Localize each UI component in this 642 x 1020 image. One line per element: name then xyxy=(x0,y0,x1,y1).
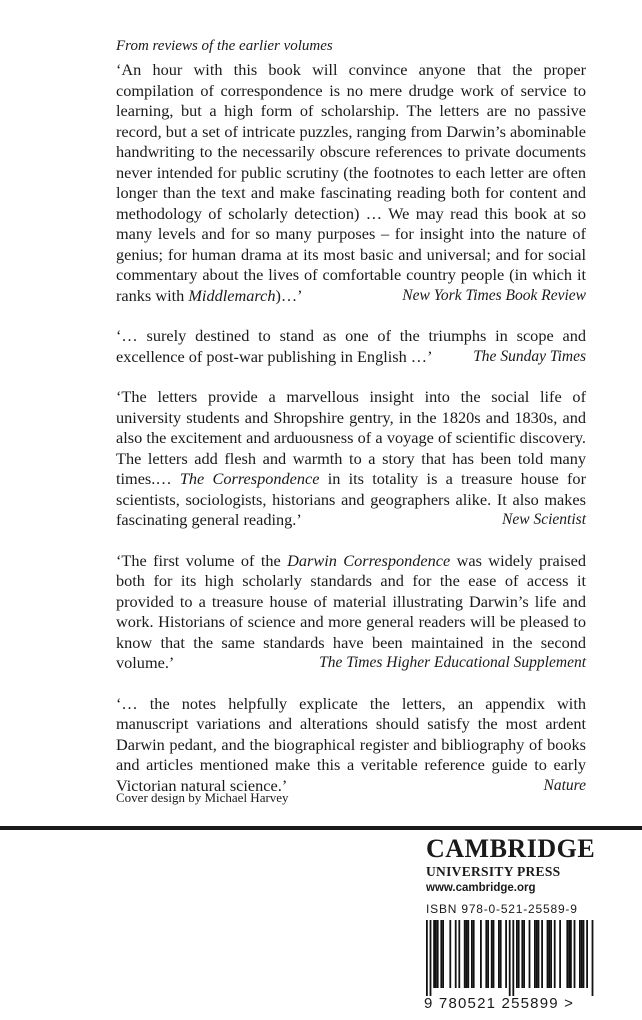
barcode-bar xyxy=(500,920,502,988)
divider-rule xyxy=(0,826,642,830)
review-text-end: )…’ xyxy=(275,285,303,305)
barcode-bar xyxy=(570,920,572,988)
review-sunday-times xyxy=(116,326,586,367)
barcode-bar xyxy=(487,920,489,988)
barcode-bar xyxy=(480,920,482,988)
review-new-scientist xyxy=(116,387,586,531)
barcode-bar xyxy=(541,920,543,988)
barcode-bar xyxy=(523,920,525,988)
barcode-bar xyxy=(536,920,538,988)
barcode-bar xyxy=(550,920,552,988)
review-source: Nature xyxy=(543,776,586,794)
barcode-bar xyxy=(455,920,457,988)
barcode-bar xyxy=(473,920,475,988)
cover-design-credit: Cover design by Michael Harvey xyxy=(116,790,289,805)
reviews-section xyxy=(116,36,586,816)
barcode-bar xyxy=(559,920,561,988)
barcode-bar xyxy=(566,920,568,988)
barcode-bar xyxy=(586,920,588,988)
barcode-bar xyxy=(430,920,432,996)
barcode-bar xyxy=(548,920,550,988)
review-times-higher xyxy=(116,551,586,674)
barcode-block xyxy=(424,900,594,1016)
barcode-bar xyxy=(466,920,468,988)
review-text: ‘The first volume of the xyxy=(116,550,288,570)
barcode-bar xyxy=(442,920,444,988)
barcode-bar xyxy=(538,920,540,988)
barcode-bar xyxy=(516,920,518,988)
publisher-subtitle: UNIVERSITY PRESS xyxy=(426,864,561,879)
barcode-bar xyxy=(491,920,493,988)
barcode-bar xyxy=(471,920,473,988)
barcode-bar xyxy=(449,920,451,988)
barcode-bar xyxy=(433,920,435,988)
barcode-bar xyxy=(583,920,585,988)
review-text: ‘… surely destined to stand as one of the triumphs in scope and excellence of post-war publishing in English …’ xyxy=(116,326,586,366)
review-nyt xyxy=(116,60,586,306)
barcode-bar xyxy=(512,920,514,996)
review-text: ‘The letters provide a marvellous insight into the social life of university students and Shropshire gentry, in the 1820s and 1830s, and also the excitement and arduousness of a voyage of scientific discovery. The letters add flesh and warmth to a story that has been told many times.… xyxy=(116,387,586,488)
barcode-bar xyxy=(592,920,594,996)
review-italic-title: Middlemarch xyxy=(188,285,276,305)
barcode-bar xyxy=(529,920,531,988)
barcode-bar xyxy=(574,920,576,988)
review-source: The Sunday Times xyxy=(473,347,586,365)
barcode-bar xyxy=(554,920,556,988)
barcode-bar xyxy=(518,920,520,988)
barcode-bar xyxy=(493,920,495,988)
barcode-bar xyxy=(521,920,523,988)
review-text: ‘An hour with this book will convince anyone that the proper compilation of correspondence is no mere drudge work of service to learning, but a high form of scholarship. The letters are no passive record, but a set of intricate puzzles, ranging from Darwin’s abominable handwriting to the necessarily obscure references to private documents never intended for public scrutiny (the footnotes to each letter are often longer than the text and make fascinating reading both for content and methodology of scholarly detection) … We may read this book at so many levels and for so many purposes – for insight into the nature of genius; for human drama at its most basic and universal; and for social commentary about the lives of comfortable country people (in which it ranks with xyxy=(116,60,586,305)
review-source: New York Times Book Review xyxy=(402,286,586,304)
barcode-bar xyxy=(437,920,439,988)
isbn-label: ISBN 978-0-521-25589-9 xyxy=(426,902,578,916)
publisher-name: CAMBRIDGE xyxy=(426,834,596,863)
barcode-bar xyxy=(505,920,507,988)
barcode-bar xyxy=(498,920,500,988)
barcode-bar xyxy=(485,920,487,988)
publisher-block xyxy=(426,835,596,896)
barcode-bar xyxy=(581,920,583,988)
review-text-end: was widely praised both for its high scholarly standards and for the ease of access it provided to a treasure house of material illustrating Darwin’s life and work. Historians of science and more general readers will be pleased to know that the same standards have been maintained in the second volume.’ xyxy=(116,550,587,672)
review-text-end: in its totality is a treasure house for scientists, sociologists, historians and geographers alike. It also makes fascinating general reading.’ xyxy=(116,469,586,529)
barcode-bar xyxy=(534,920,536,988)
publisher-url: www.cambridge.org xyxy=(426,882,536,894)
barcode-bar xyxy=(464,920,466,988)
barcode-bar xyxy=(467,920,469,988)
review-source: The Times Higher Educational Supplement xyxy=(319,654,586,671)
barcode-digits: 9 780521 255899 > xyxy=(424,995,575,1012)
barcode-icon xyxy=(424,920,594,996)
barcode-bar xyxy=(458,920,460,988)
barcode-bar xyxy=(547,920,549,988)
review-nature xyxy=(116,694,586,797)
reviews-heading: From reviews of the earlier volumes xyxy=(116,38,333,54)
barcode-bar xyxy=(568,920,570,988)
barcode-bar xyxy=(579,920,581,988)
review-italic-title: Darwin Correspondence xyxy=(287,550,451,570)
review-source: New Scientist xyxy=(502,511,586,528)
review-text: ‘… the notes helpfully explicate the letters, an appendix with manuscript variations and alterations should satisfy the most ardent Darwin pedant, and the biographical register and bibliography of books and articles mentioned make this a veritable reference guide to early Victorian natural science.’ xyxy=(116,693,586,795)
barcode-bar xyxy=(440,920,442,988)
review-italic-title: The Correspondence xyxy=(179,469,320,488)
barcode-bar xyxy=(435,920,437,988)
barcode-bar xyxy=(426,920,428,996)
barcode-bar xyxy=(509,920,511,996)
